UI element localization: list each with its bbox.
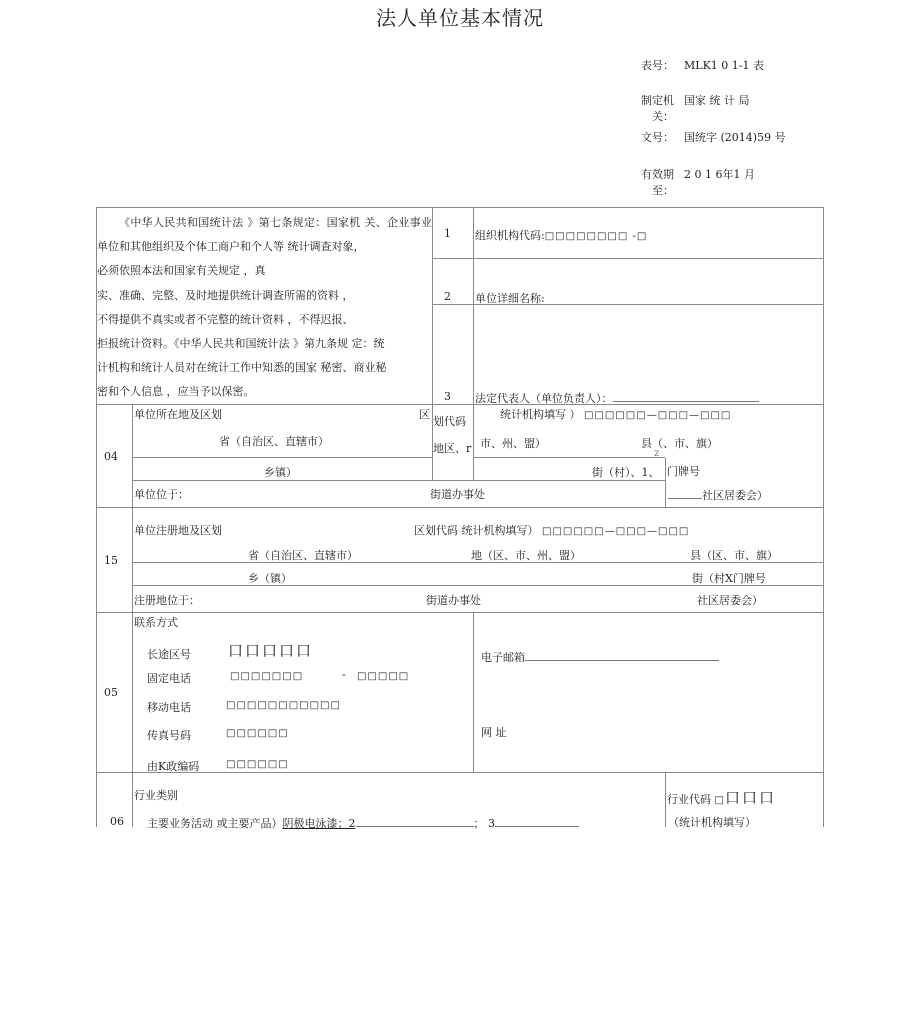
grid-line xyxy=(473,457,665,458)
grid-line xyxy=(432,258,824,259)
prefecture-label: 地区、r xyxy=(433,442,472,455)
fixed-phone-dash: - xyxy=(342,668,346,681)
qu-label: 区 xyxy=(419,408,430,421)
email-field[interactable] xyxy=(481,648,719,665)
street-door-label: 街（村X门牌号 xyxy=(692,572,766,585)
postal-code-label: 由K政编码 xyxy=(147,760,200,773)
industry-code-label: 行业代码 xyxy=(667,793,711,806)
registered-code-field[interactable] xyxy=(414,522,689,538)
law-text-line: 计机构和统计人员对在统计工作中知悉的国家 秘密、商业秘 xyxy=(97,361,387,375)
registered-code-label: 区划代码 统计机构填写） xyxy=(414,524,539,537)
legal-rep-label: 法定代表人（单位负责人）： xyxy=(475,392,613,405)
postal-code-boxes[interactable]: □□□□□□ xyxy=(226,759,289,770)
grid-line xyxy=(132,457,432,458)
grid-line xyxy=(96,207,824,208)
area-code-label: 长途区号 xyxy=(147,648,191,661)
registered-code-boxes: □□□□□□—□□□—□□□ xyxy=(542,526,690,537)
township-label: 乡镇） xyxy=(264,466,297,479)
fax-label: 传真号码 xyxy=(147,729,191,742)
grid-line xyxy=(132,404,133,507)
email-label: 电子邮箱 xyxy=(481,651,525,664)
grid-line xyxy=(96,404,97,827)
fixed-phone-boxes[interactable]: □□□□□□□ xyxy=(230,671,304,682)
meta-key: 制定机关： xyxy=(641,94,674,123)
meta-value: 国家 统 计 局 xyxy=(684,94,750,107)
row-number: 2 xyxy=(444,290,451,303)
fill-note: （统计机构填写） xyxy=(668,816,756,829)
row-number: 05 xyxy=(104,686,118,699)
registered-location-heading: 单位注册地及区划 xyxy=(134,524,222,537)
grid-line xyxy=(132,507,133,827)
page-title: 法人单位基本情况 xyxy=(376,6,544,30)
row-number: 04 xyxy=(104,450,118,463)
row-number: 15 xyxy=(104,554,118,567)
area-code-boxes[interactable]: 口口口口口 xyxy=(228,642,314,660)
website-label: 网 址 xyxy=(481,726,507,739)
grid-line xyxy=(96,507,824,508)
meta-key: 表号： xyxy=(641,59,674,72)
county-label: 县（区、市、旗） xyxy=(690,549,778,562)
row-number: 3 xyxy=(444,390,451,403)
statistics-law-notice xyxy=(97,211,432,405)
meta-key: 有效期至： xyxy=(641,168,674,197)
fixed-phone-ext-boxes[interactable]: □□□□□ xyxy=(357,671,410,682)
grid-line xyxy=(96,612,824,613)
law-text-line: 不得提供不真实或者不完整的统计资料 ，不得迟报、 xyxy=(97,312,354,326)
registered-at-label: 注册地位于： xyxy=(134,594,200,607)
main-activity-label: 主要业务活动 或主要产品） xyxy=(147,817,283,830)
email-underline xyxy=(525,648,719,661)
unit-name-label: 单位详细名称: xyxy=(475,292,545,305)
location-heading: 单位所在地及区划 xyxy=(134,408,222,421)
division-code-label: 划代码 xyxy=(433,415,466,428)
grid-line xyxy=(665,772,666,827)
division-code-boxes: □□□□□□—□□□—□□□ xyxy=(584,410,732,421)
grid-line xyxy=(823,207,824,827)
door-number-label: 门牌号 xyxy=(667,465,700,478)
mobile-boxes[interactable]: □□□□□□□□□□□ xyxy=(226,700,341,711)
meta-key: 文号： xyxy=(641,131,674,144)
law-text-line: 必须依照本法和国家有关规定 ，真 xyxy=(97,264,266,278)
city-label: 地（区、市、州、盟） xyxy=(471,549,581,562)
row-number: 06 xyxy=(110,815,124,828)
industry-code-field[interactable] xyxy=(667,787,776,808)
subdistrict-label: 街道办事处 xyxy=(430,488,485,501)
community-field[interactable] xyxy=(668,486,768,503)
industry-heading: 行业类别 xyxy=(134,789,178,802)
form-meta xyxy=(630,58,830,198)
main-product-1: 阴极电泳漆；2 xyxy=(282,817,356,830)
province-label: 省（自治区、直辖市） xyxy=(248,549,358,562)
county-label: 县（、市、旗） xyxy=(641,437,718,450)
law-text-line: 密和个人信息 ，应当予以保密。 xyxy=(97,385,255,399)
fill-note: 统计机构填写 ） xyxy=(500,408,581,421)
province-label: 省（自治区、直辖市） xyxy=(219,435,329,448)
located-label: 单位位于： xyxy=(134,488,189,501)
county-mark: z xyxy=(654,448,660,459)
industry-code-small-box: □ xyxy=(714,795,725,806)
meta-value: 2 0 1 6年1 月 xyxy=(684,168,755,181)
industry-code-boxes: 口口口 xyxy=(724,789,776,807)
meta-row-form-number xyxy=(630,58,830,92)
grid-line xyxy=(96,772,824,773)
grid-line xyxy=(432,207,433,404)
main-product-3-underline xyxy=(495,814,579,827)
org-code-boxes: □□□□□□□□ -□ xyxy=(544,231,648,242)
meta-row-document-number xyxy=(630,130,830,164)
row-number: 1 xyxy=(444,227,451,240)
law-text-line: 实、准确、完整、及时地提供统计调查所需的资料 ， xyxy=(97,288,354,302)
grid-line xyxy=(473,207,474,404)
meta-value: MLK1 0 1-1 表 xyxy=(684,59,764,72)
meta-row-valid-until xyxy=(630,167,830,201)
legal-rep-field[interactable] xyxy=(475,389,759,406)
legal-rep-underline xyxy=(613,389,759,402)
subdistrict-label: 街道办事处 xyxy=(426,594,481,607)
unit-name-field[interactable] xyxy=(475,290,545,306)
grid-line xyxy=(132,480,665,481)
law-text-line: 《中华人民共和国统计法 》第七条规定：国家机 关、企业事业单位和其他组织及个体工商户和个人等 统计调查对象， xyxy=(97,216,432,254)
grid-line xyxy=(665,458,666,507)
main-activity-field[interactable] xyxy=(147,814,579,831)
street-village-label: 街（村）、1、 xyxy=(592,466,660,479)
fixed-phone-label: 固定电话 xyxy=(147,672,191,685)
city-label: 市、州、盟） xyxy=(480,437,546,450)
org-code-field[interactable] xyxy=(475,227,647,243)
main-product-3-label: ； 3 xyxy=(473,817,495,830)
grid-line xyxy=(473,404,474,480)
main-product-2-underline xyxy=(356,814,474,827)
org-code-label: 组织机构代码: xyxy=(475,229,545,242)
community-label: 社区居委会） xyxy=(702,489,768,502)
community-underline xyxy=(668,486,702,499)
meta-row-authority xyxy=(630,93,830,127)
fax-boxes[interactable]: □□□□□□ xyxy=(226,728,289,739)
mobile-label: 移动电话 xyxy=(147,701,191,714)
contact-heading: 联系方式 xyxy=(134,616,178,629)
grid-line xyxy=(473,612,474,772)
meta-value: 国统字 (2014)59 号 xyxy=(684,131,786,144)
township-label: 乡（镇） xyxy=(248,572,292,585)
division-code-field[interactable] xyxy=(500,406,731,422)
community-label: 社区居委会） xyxy=(697,594,763,607)
law-text-line: 拒报统计资料。《中华人民共和国统计法 》第九条规 定：统 xyxy=(97,337,385,351)
